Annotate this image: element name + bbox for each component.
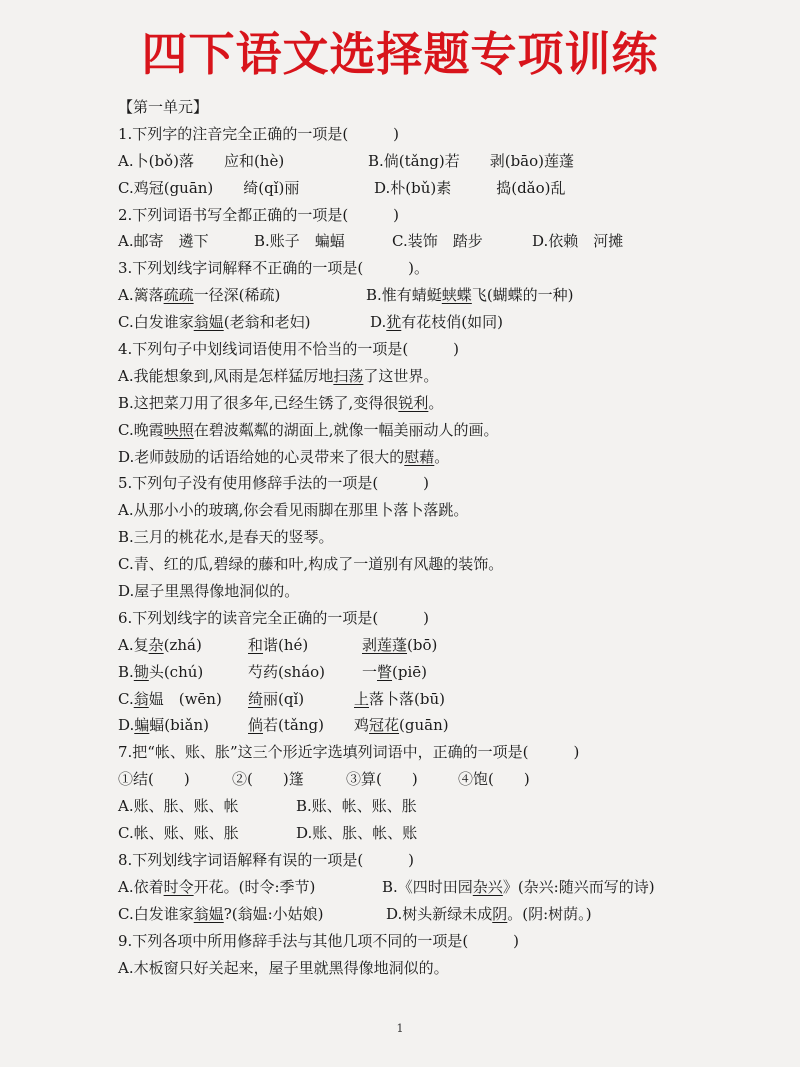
line-segment: B.惟有蜻蜓蛱蝶飞(蝴蝶的一种) [366,286,574,305]
line-segment: 【第一单元】 [118,98,209,116]
text-line [118,712,778,739]
underlined-text: 冠花 [369,716,400,735]
underlined-text: 剥莲蓬 [362,635,408,654]
line-segment: C.装饰 踏步 [392,232,483,251]
text-line [118,901,778,928]
line-segment: 上落卜落(bū) [354,689,445,708]
underlined-text: 杂兴 [472,877,503,896]
text-line [118,739,778,766]
line-segment: A.依着时令开花。(时令:季节) [118,877,316,896]
underlined-text: 慰藉 [404,447,435,466]
text-line [118,820,778,847]
line-segment: A.我能想象到,风雨是怎样猛厉地扫荡了这世界。 [118,366,439,385]
underlined-text: 杂 [148,635,164,654]
text-line [118,551,778,578]
line-segment: 鸡冠花(guān) [354,716,449,735]
text-line [118,228,778,255]
underlined-text: 锄 [133,662,149,681]
text-line [118,524,778,551]
underlined-text: 锐利 [398,393,429,412]
line-segment: 8.下列划线字词语解释有误的一项是( ) [118,850,415,869]
text-line [118,686,778,713]
text-line [118,766,778,793]
text-line [118,955,778,982]
line-segment: 和谐(hé) [248,635,309,654]
line-segment: 6.下列划线字的读音完全正确的一项是( ) [118,608,430,627]
underlined-text: 疏疏 [163,286,194,305]
line-segment: D.依赖 河摊 [532,232,624,251]
text-line [118,417,778,444]
line-segment: ②( )篷 [232,770,304,789]
underlined-text: 蝙 [134,716,150,735]
text-line [118,659,778,686]
line-segment: 一瞥(piē) [362,662,428,681]
text-line [118,121,778,148]
line-segment: B.账子 蝙蝠 [254,232,345,251]
text-line [118,444,778,471]
underlined-text: 时令 [163,877,194,896]
underlined-text: 扫荡 [333,366,364,385]
text-line [118,94,778,121]
text-line [118,148,778,175]
line-segment: 芍药(sháo) [248,662,326,681]
line-segment: C.青、红的瓜,碧绿的藤和叶,构成了一道别有风趣的装饰。 [118,555,504,574]
underlined-text: 蛱蝶 [441,286,472,305]
line-segment: D.账、胀、帐、账 [296,824,418,843]
line-segment: D.屋子里黑得像地洞似的。 [118,582,300,601]
underlined-text: 犹 [386,313,402,332]
text-line [118,202,778,229]
line-segment: ③算( ) [346,770,418,789]
text-line [118,363,778,390]
line-segment: B.这把菜刀用了很多年,已经生锈了,变得很锐利。 [118,393,444,412]
line-segment: A.篱落疏疏一径深(稀疏) [118,286,281,305]
line-segment: 2.下列词语书写全都正确的一项是( ) [118,205,400,224]
line-segment: D.树头新绿未成阴。(阴:树荫。) [386,904,592,923]
line-segment: A.木板窗只好关起来，屋子里就黑得像地洞似的。 [118,958,449,977]
text-line [118,282,778,309]
line-segment: B.账、帐、账、胀 [296,797,417,816]
text-line [118,497,778,524]
underlined-text: 和 [248,635,264,654]
text-line [118,874,778,901]
underlined-text: 映照 [163,420,194,439]
underlined-text: 瞥 [377,662,393,681]
line-segment: C.白发谁家翁媪(老翁和老妇) [118,313,311,332]
line-segment: C.翁媪 (wēn) [118,689,222,708]
line-segment: 1.下列字的注音完全正确的一项是( ) [118,124,400,143]
line-segment: C.晚霞映照在碧波粼粼的湖面上,就像一幅美丽动人的画。 [118,420,499,439]
question-list [118,94,778,981]
underlined-text: 绮 [248,689,264,708]
line-segment: B.锄头(chú) [118,662,204,681]
text-line [118,390,778,417]
line-segment: ①结( ) [118,770,190,789]
text-line [118,605,778,632]
text-line [118,578,778,605]
line-segment: A.从那小小的玻璃,你会看见雨脚在那里卜落卜落跳。 [118,501,469,520]
line-segment: A.邮寄 遴下 [118,232,209,251]
line-segment: B.倘(tǎng)若 剥(bāo)莲蓬 [368,151,575,170]
line-segment: D.老师鼓励的话语给她的心灵带来了很大的慰藉。 [118,447,450,466]
underlined-text: 倘 [248,716,264,735]
underlined-text: 翁媪 [193,313,224,332]
text-line [118,847,778,874]
line-segment: 5.下列句子没有使用修辞手法的一项是( ) [118,474,430,493]
text-line [118,632,778,659]
text-line [118,336,778,363]
line-segment: C.帐、账、账、胀 [118,824,239,843]
line-segment: 9.下列各项中所用修辞手法与其他几项不同的一项是( ) [118,931,520,950]
line-segment: C.白发谁家翁媪?(翁媪:小姑娘) [118,904,324,923]
line-segment: 4.下列句子中划线词语使用不恰当的一项是( ) [118,340,460,359]
line-segment: C.鸡冠(guān) 绮(qǐ)丽 [118,178,300,197]
line-segment: D.蝙蝠(biǎn) [118,716,209,735]
text-line [118,175,778,202]
text-line [118,255,778,282]
line-segment: A.复杂(zhá) [118,635,202,654]
underlined-text: 翁 [133,689,149,708]
line-segment: B.《四时田园杂兴》(杂兴:随兴而写的诗) [382,877,655,896]
line-segment: D.朴(bǔ)素 捣(dǎo)乱 [374,178,566,197]
line-segment: ④饱( ) [458,770,530,789]
line-segment: 3.下列划线字词解释不正确的一项是( )。 [118,259,430,278]
text-line [118,928,778,955]
underlined-text: 阴 [492,904,508,923]
text-line [118,470,778,497]
text-line [118,309,778,336]
line-segment: 剥莲蓬(bō) [362,635,438,654]
line-segment: 绮丽(qǐ) [248,689,305,708]
text-line [118,793,778,820]
underlined-text: 上 [354,689,370,708]
line-segment: D.犹有花枝俏(如同) [370,313,503,332]
line-segment: B.三月的桃花水,是春天的竖琴。 [118,528,334,547]
line-segment: 倘若(tǎng) [248,716,324,735]
line-segment: 7.把“帐、账、胀”这三个形近字选填列词语中，正确的一项是( ) [118,743,580,762]
line-segment: A.卜(bǒ)落 应和(hè) [118,151,285,170]
line-segment: A.账、胀、账、帐 [118,797,239,816]
page-title: 四下语文选择题专项训练 [141,27,659,81]
page-number: 1 [396,1022,404,1035]
underlined-text: 翁媪 [193,904,224,923]
